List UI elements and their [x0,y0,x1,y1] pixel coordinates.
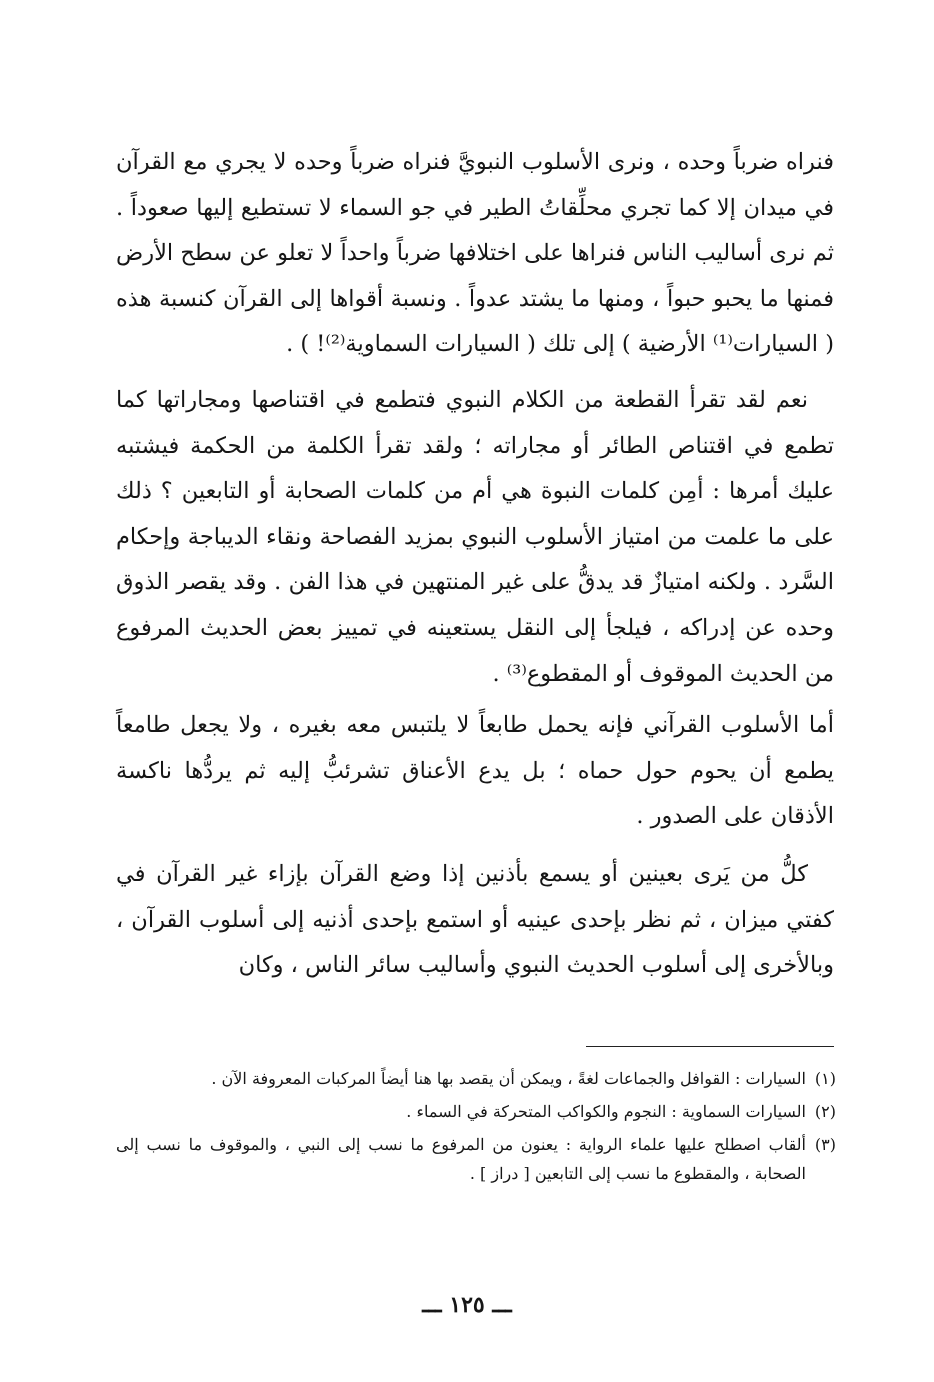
footnotes [116,1064,836,1192]
paragraph: كلُّ من يَرى بعينين أو يسمع بأذنين إذا وضع القرآن بإزاء غير القرآن في كفتي ميزان ، ثم نظر بإحدى عينيه أو استمع بإحدى أذنيه إلى أسلوب القرآن ، وبالأخرى إلى أسلوب الحديث النبوي وأساليب سائر الناس ، وكان [116,860,834,979]
footnote [116,1130,836,1188]
footnote-number: (٢) [814,1102,836,1121]
footnote [116,1064,836,1093]
paragraph: فنراه ضرباً وحده ، ونرى الأسلوب النبويَّ فنراه ضرباً وحده لا يجري مع القرآن في ميدان إلا كما تجري محلِّقاتُ الطير في جو السماء لا تستطيع إليها صعوداً . ثم نرى أساليب الناس فنراها على اختلافها ضرباً واحداً لا تعلو عن سطح الأرض فمنها ما يحبو حبواً ، ومنها ما يشتد عدواً . ونسبة أقواها إلى القرآن كنسبة هذه ( السيارات⁽¹⁾ الأرضية ) إلى تلك ( السيارات السماوية⁽²⁾! ) . [116,149,834,358]
paragraph: أما الأسلوب القرآني فإنه يحمل طابعاً لا يلتبس معه بغيره ، ولا يجعل طامعاً يطمع أن يحوم حول حماه ؛ بل يدع الأعناق تشرئبُّ إليه ثم يردُّها ناكسة الأذقان على الصدور . [116,712,834,830]
footnote-number: (٣) [814,1135,836,1154]
footnote-text: السيارات السماوية : النجوم والكواكب المتحركة في السماء . [406,1102,806,1121]
main-text [116,140,834,989]
footnote-text: السيارات : القوافل والجماعات لغةً ، ويمكن أن يقصد بها هنا أيضاً المركبات المعروفة الآن . [211,1069,806,1088]
footnote [116,1097,836,1126]
footnote-divider [586,1046,834,1047]
footnote-text: ألقاب اصطلح عليها علماء الرواية : يعنون من المرفوع ما نسب إلى النبي ، والموقوف ما نسب إلى الصحابة ، والمقطوع ما نسب إلى التابعين [ دراز ] . [116,1135,806,1183]
footnote-number: (١) [814,1069,836,1088]
paragraph: نعم لقد تقرأ القطعة من الكلام النبوي فتطمع في اقتناصها ومجاراتها كما تطمع في اقتناص الطائر أو مجاراته ؛ ولقد تقرأ الكلمة من الحكمة فيشتبه عليك أمرها : أمِن كلمات النبوة هي أم من كلمات الصحابة أو التابعين ؟ ذلك على ما علمت من امتياز الأسلوب النبوي بمزيد الفصاحة ونقاء الديباجة وإحكام السَّرد . ولكنه امتيازٌ قد يدقُّ على غير المنتهين في هذا الفن . وقد يقصر الذوق وحده عن إدراكه ، فيلجأ إلى النقل يستعينه في تمييز بعض الحديث المرفوع من الحديث الموقوف أو المقطوع⁽³⁾ . [116,386,834,687]
page-number: ـــ ١٢٥ ـــ [422,1292,512,1318]
